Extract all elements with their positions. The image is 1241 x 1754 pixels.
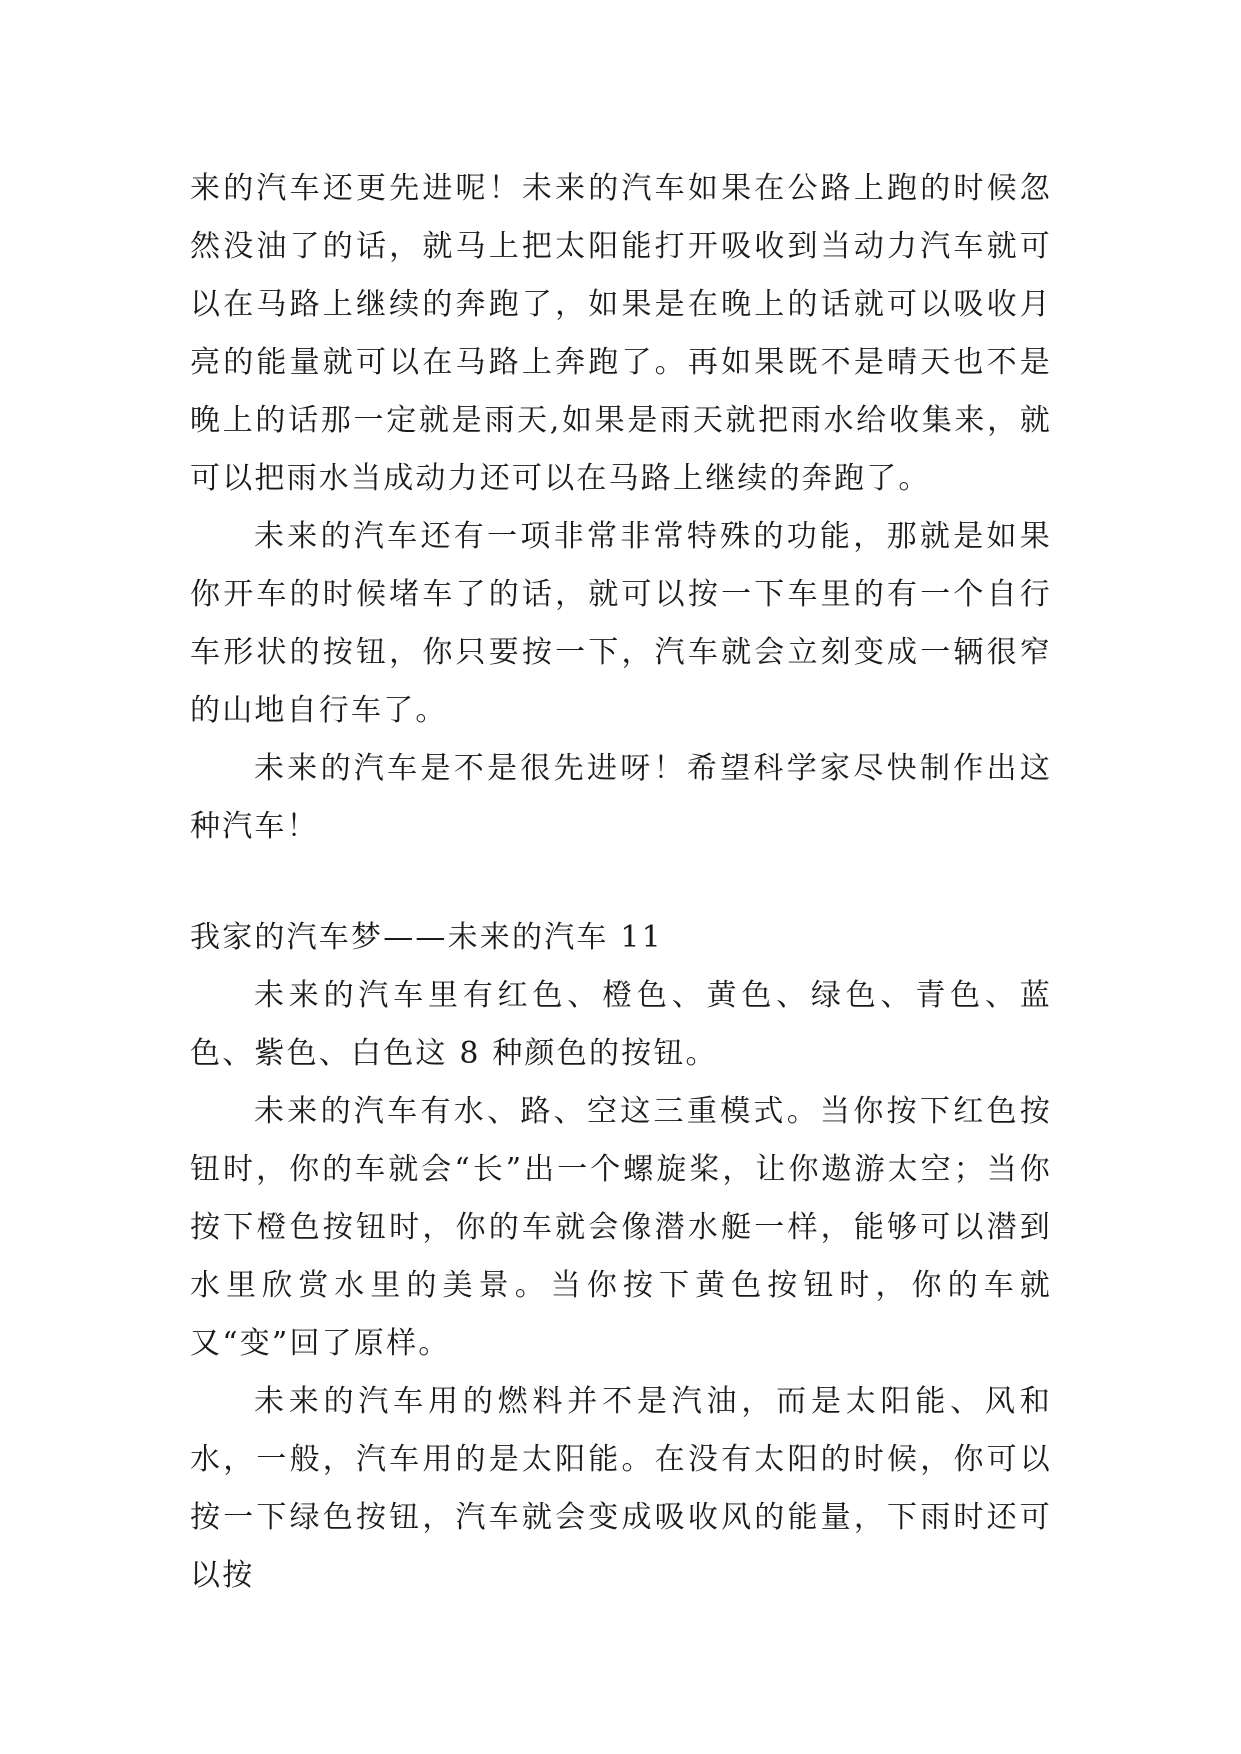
essay-title: 我家的汽车梦——未来的汽车 11 xyxy=(190,920,663,955)
paragraph-fuel: 未来的汽车用的燃料并不是汽油，而是太阳能、风和水，一般，汽车用的是太阳能。在没有太阳的时候，你可以按一下绿色按钮，汽车就会变成吸收风的能量，下雨时还可以按 xyxy=(190,1384,1052,1593)
paragraph-conclusion: 未来的汽车是不是很先进呀！希望科学家尽快制作出这种汽车！ xyxy=(190,751,1052,844)
paragraph-continuation: 来的汽车还更先进呢！未来的汽车如果在公路上跑的时候忽然没油了的话，就马上把太阳能打开吸收到当动力汽车就可以在马路上继续的奔跑了，如果是在晚上的话就可以吸收月亮的能量就可以在马路上奔跑了。再如果既不是晴天也不是晚上的话那一定就是雨天,如果是雨天就把雨水给收集来，就可以把雨水当成动力还可以在马路上继续的奔跑了。 xyxy=(190,171,1052,496)
section-continuation xyxy=(190,160,1052,856)
paragraph-bicycle-feature: 未来的汽车还有一项非常非常特殊的功能，那就是如果你开车的时候堵车了的话，就可以按一下车里的有一个自行车形状的按钮，你只要按一下，汽车就会立刻变成一辆很窄的山地自行车了。 xyxy=(190,519,1052,728)
section-essay-11 xyxy=(190,909,1052,1605)
paragraph-buttons: 未来的汽车里有红色、橙色、黄色、绿色、青色、蓝色、紫色、白色这 8 种颜色的按钮。 xyxy=(190,978,1052,1071)
paragraph-modes: 未来的汽车有水、路、空这三重模式。当你按下红色按钮时，你的车就会“长”出一个螺旋桨，让你遨游太空；当你按下橙色按钮时，你的车就会像潜水艇一样，能够可以潜到水里欣赏水里的美景。当你按下黄色按钮时，你的车就又“变”回了原样。 xyxy=(190,1094,1052,1361)
